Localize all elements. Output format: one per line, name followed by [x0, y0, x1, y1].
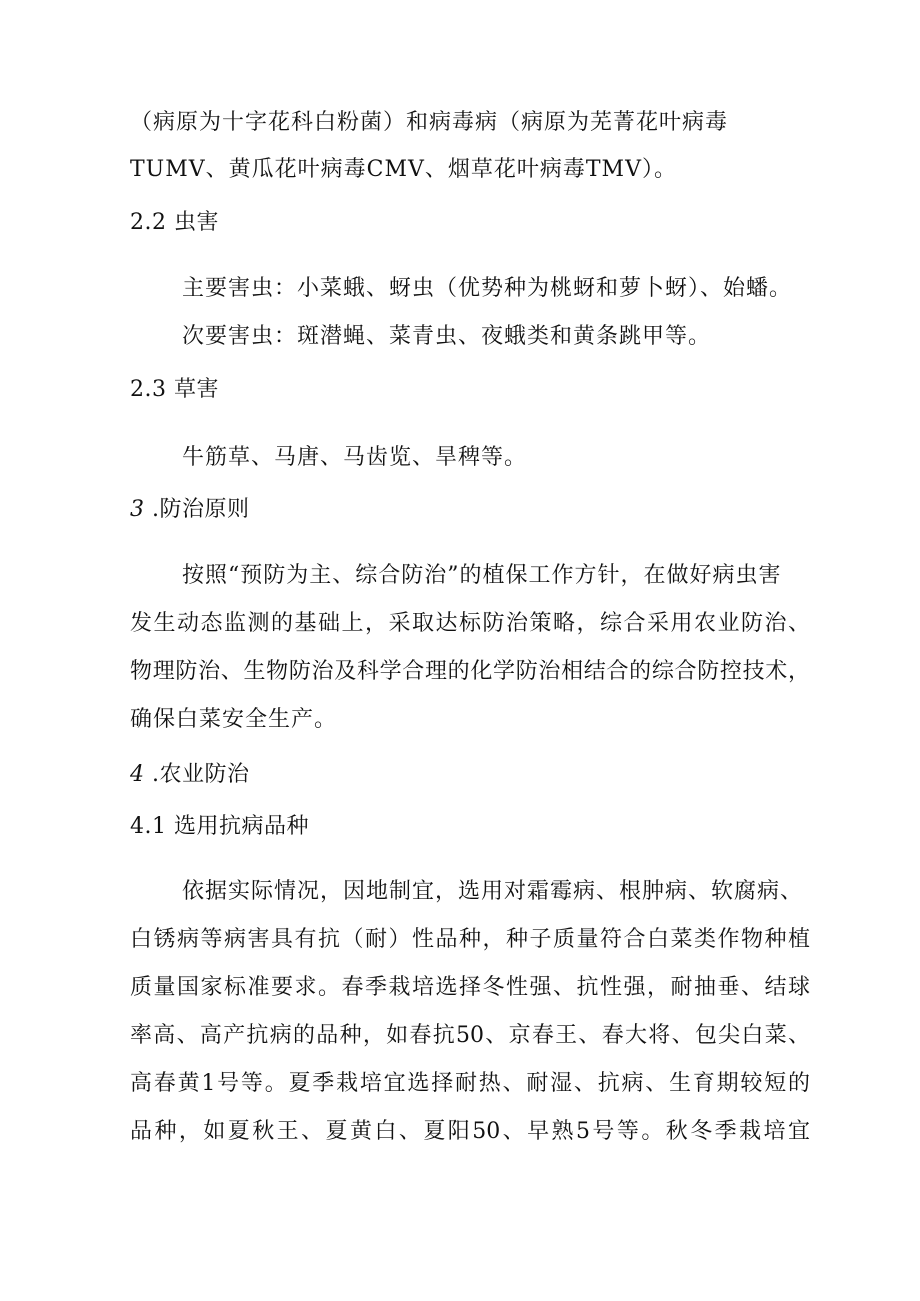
- section-2-2-heading: 2.2 虫害: [130, 210, 219, 235]
- section-4-heading: [130, 760, 250, 790]
- weeds-paragraph: 牛筋草、马唐、马齿览、旱稗等。: [182, 445, 528, 470]
- section-2-3-heading: 2.3 草害: [130, 377, 219, 402]
- principle-line-4: 确保白菜安全生产。: [130, 707, 338, 732]
- section-4-number: 4: [130, 762, 145, 787]
- variety-line-5: 高春黄1号等。夏季栽培宜选择耐热、耐湿、抗病、生育期较短的: [130, 1071, 810, 1096]
- principle-line-3: 物理防治、生物防治及科学合理的化学防治相结合的综合防控技术，: [130, 659, 810, 684]
- continued-line-1: （病原为十字花科白粉菌）和病毒病（病原为芜菁花叶病毒: [130, 110, 729, 135]
- continued-line-2: TUMV、黄瓜花叶病毒CMV、烟草花叶病毒TMV）。: [130, 157, 677, 182]
- variety-line-1: 依据实际情况，因地制宜，选用对霜霉病、根肿病、软腐病、: [182, 879, 804, 904]
- variety-line-4: 率高、高产抗病的品种，如春抗50、京春王、春大将、包尖白菜、: [130, 1023, 810, 1048]
- section-3-title: .防治原则: [152, 497, 250, 522]
- section-3-number: 3: [130, 497, 145, 522]
- section-4-1-heading: 4.1 选用抗病品种: [130, 814, 309, 839]
- principle-line-2: 发生动态监测的基础上，采取达标防治策略，综合采用农业防治、: [130, 611, 810, 636]
- variety-line-6: 品种，如夏秋王、夏黄白、夏阳50、早熟5号等。秋冬季栽培宜: [130, 1119, 810, 1144]
- section-3-heading: [130, 495, 250, 525]
- main-pests-paragraph: 主要害虫：小菜蛾、蚜虫（优势种为桃蚜和萝卜蚜）、始蟠。: [182, 276, 793, 301]
- variety-line-3: 质量国家标准要求。春季栽培选择冬性强、抗性强，耐抽垂、结球: [130, 975, 810, 1000]
- principle-line-1: 按照“预防为主、综合防治”的植保工作方针，在做好病虫害: [182, 563, 782, 588]
- section-4-title: .农业防治: [152, 762, 250, 787]
- variety-line-2: 白锈病等病害具有抗（耐）性品种，种子质量符合白菜类作物种植: [130, 927, 810, 952]
- secondary-pests-paragraph: 次要害虫：斑潜蝇、菜青虫、夜蛾类和黄条跳甲等。: [182, 324, 712, 349]
